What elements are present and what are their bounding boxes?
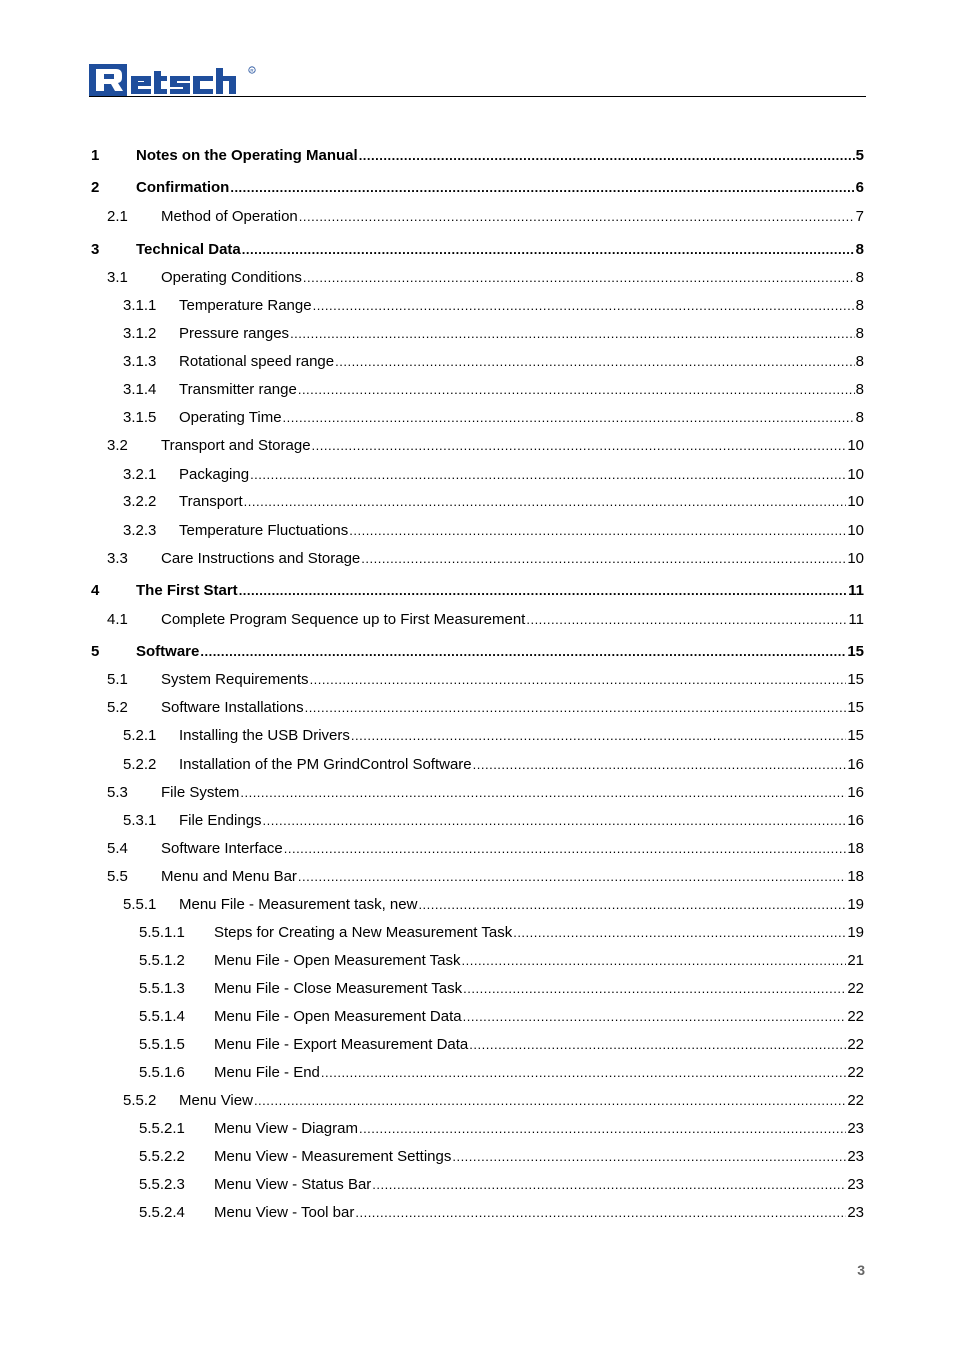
- toc-entry-page: 15: [847, 643, 864, 660]
- toc-entry-page: 10: [847, 466, 864, 483]
- toc-entry-number: 5.5.2.3: [139, 1176, 185, 1193]
- toc-entry-title: Transport and Storage: [161, 437, 311, 454]
- toc-entry-page: 15: [847, 699, 864, 716]
- toc-dot-leader: [469, 1035, 846, 1055]
- toc-entry-page: 16: [847, 756, 864, 773]
- toc-entry-page: 23: [847, 1148, 864, 1165]
- toc-dot-leader: [299, 207, 855, 227]
- toc-entry-title: Pressure ranges: [179, 325, 290, 342]
- toc-dot-leader: [361, 549, 846, 569]
- toc-dot-leader: [305, 698, 847, 718]
- toc-dot-leader: [351, 726, 846, 746]
- toc-entry-number: 3.2: [107, 437, 128, 454]
- toc-entry-page: 22: [847, 980, 864, 997]
- toc-entry-number: 5: [91, 643, 100, 660]
- toc-entry-page: 8: [855, 381, 864, 398]
- toc-dot-leader: [418, 895, 846, 915]
- toc-entry-title: System Requirements: [161, 671, 309, 688]
- toc-dot-leader: [313, 296, 855, 316]
- toc-entry-page: 18: [847, 868, 864, 885]
- toc-entry-title: Packaging: [179, 466, 250, 483]
- toc-entry-title: File System: [161, 784, 240, 801]
- toc-dot-leader: [263, 811, 847, 831]
- toc-entry-title: Menu View: [179, 1092, 253, 1109]
- toc-dot-leader: [473, 755, 847, 775]
- toc-entry-title: File Endings: [179, 812, 262, 829]
- toc-entry-page: 8: [855, 325, 864, 342]
- toc-entry-page: 8: [855, 409, 864, 426]
- logo-s: [170, 76, 190, 94]
- toc-entry-number: 2.1: [107, 208, 128, 225]
- toc-dot-leader: [303, 268, 855, 288]
- toc-dot-leader: [254, 1091, 846, 1111]
- toc-entry[interactable]: [0, 726, 954, 746]
- toc-dot-leader: [312, 436, 847, 456]
- toc-entry-title: Operating Time: [179, 409, 282, 426]
- toc-dot-leader: [335, 352, 855, 372]
- toc-entry[interactable]: [0, 1035, 954, 1055]
- toc-entry-number: 3.1.5: [123, 409, 157, 426]
- toc-entry[interactable]: [0, 670, 954, 690]
- toc-entry-page: 23: [847, 1120, 864, 1137]
- logo-e: [131, 76, 151, 94]
- toc-entry-page: 22: [847, 1092, 864, 1109]
- toc-entry-page: 15: [847, 671, 864, 688]
- toc-entry-number: 3: [91, 241, 100, 258]
- toc-entry-title: Software: [136, 643, 200, 660]
- toc-entry-number: 5.3: [107, 784, 128, 801]
- toc-entry[interactable]: [0, 1175, 954, 1195]
- toc-dot-leader: [355, 1203, 846, 1223]
- toc-entry-page: 15: [847, 727, 864, 744]
- toc-entry-title: Menu File - Export Measurement Data: [214, 1036, 469, 1053]
- toc-entry-number: 5.5.2.2: [139, 1148, 185, 1165]
- toc-dot-leader: [372, 1175, 846, 1195]
- toc-entry-number: 5.5.2: [123, 1092, 157, 1109]
- toc-entry[interactable]: [0, 642, 954, 662]
- toc-entry-title: Notes on the Operating Manual: [136, 147, 358, 164]
- toc-entry-title: Installing the USB Drivers: [179, 727, 350, 744]
- toc-dot-leader: [290, 324, 855, 344]
- toc-entry-page: 21: [847, 952, 864, 969]
- svg-text:R: R: [250, 68, 254, 73]
- toc-entry-title: Menu View - Measurement Settings: [214, 1148, 452, 1165]
- logo-t: [154, 71, 167, 94]
- toc-entry-page: 19: [847, 896, 864, 913]
- toc-entry-title: Method of Operation: [161, 208, 298, 225]
- toc-entry-number: 5.4: [107, 840, 128, 857]
- toc-entry-number: 5.5.1.6: [139, 1064, 185, 1081]
- toc-entry[interactable]: [0, 240, 954, 260]
- toc-entry-page: 11: [848, 611, 864, 628]
- toc-entry[interactable]: [0, 895, 954, 915]
- toc-entry[interactable]: [0, 296, 954, 316]
- toc-entry-page: 8: [855, 269, 864, 286]
- toc-entry-page: 18: [847, 840, 864, 857]
- toc-entry-title: Menu View - Diagram: [214, 1120, 358, 1137]
- toc-entry-number: 5.5.1.2: [139, 952, 185, 969]
- toc-entry-title: Software Interface: [161, 840, 283, 857]
- toc-entry-page: 22: [847, 1008, 864, 1025]
- toc-entry-page: 10: [847, 493, 864, 510]
- toc-entry[interactable]: [0, 951, 954, 971]
- toc-entry-page: 22: [847, 1064, 864, 1081]
- toc-entry-title: Complete Program Sequence up to First Measurement: [161, 611, 526, 628]
- toc-entry-page: 10: [847, 437, 864, 454]
- toc-entry-number: 3.1: [107, 269, 128, 286]
- toc-entry[interactable]: [0, 923, 954, 943]
- toc-entry-number: 5.1: [107, 671, 128, 688]
- toc-entry-title: Software Installations: [161, 699, 304, 716]
- toc-entry[interactable]: [0, 783, 954, 803]
- toc-entry[interactable]: [0, 324, 954, 344]
- toc-entry[interactable]: [0, 146, 954, 166]
- toc-entry-title: Temperature Range: [179, 297, 312, 314]
- toc-entry-page: 19: [847, 924, 864, 941]
- toc-entry-title: Menu File - Close Measurement Task: [214, 980, 463, 997]
- toc-entry-title: The First Start: [136, 582, 238, 599]
- toc-entry-number: 5.5.1: [123, 896, 157, 913]
- toc-entry-page: 16: [847, 784, 864, 801]
- toc-dot-leader: [283, 408, 855, 428]
- toc-entry-page: 10: [847, 550, 864, 567]
- toc-dot-leader: [463, 979, 846, 999]
- toc-entry[interactable]: [0, 755, 954, 775]
- toc-entry-title: Menu View - Status Bar: [214, 1176, 372, 1193]
- toc-entry-number: 3.1.1: [123, 297, 157, 314]
- header-rule: [89, 96, 866, 97]
- toc-entry-title: Menu File - End: [214, 1064, 320, 1081]
- toc-entry-title: Installation of the PM GrindControl Software: [179, 756, 472, 773]
- toc-entry-number: 3.1.4: [123, 381, 157, 398]
- toc-entry-page: 8: [855, 297, 864, 314]
- toc-entry-page: 11: [848, 582, 864, 599]
- toc-entry-title: Transmitter range: [179, 381, 297, 398]
- toc-entry-page: 8: [855, 353, 864, 370]
- toc-dot-leader: [230, 178, 854, 198]
- toc-entry-number: 5.2.1: [123, 727, 157, 744]
- toc-dot-leader: [462, 951, 847, 971]
- toc-entry[interactable]: [0, 207, 954, 227]
- toc-entry-title: Confirmation: [136, 179, 230, 196]
- toc-dot-leader: [526, 610, 847, 630]
- toc-dot-leader: [284, 839, 847, 859]
- toc-entry[interactable]: [0, 465, 954, 485]
- toc-entry-number: 5.5.2.4: [139, 1204, 185, 1221]
- toc-entry-number: 3.1.3: [123, 353, 157, 370]
- toc-entry-number: 3.2.1: [123, 466, 157, 483]
- toc-entry-number: 5.5.1.1: [139, 924, 185, 941]
- toc-entry-page: 23: [847, 1176, 864, 1193]
- toc-entry-number: 1: [91, 147, 100, 164]
- toc-entry-number: 3.2.2: [123, 493, 157, 510]
- toc-entry-number: 5.5.1.3: [139, 980, 185, 997]
- toc-entry-title: Steps for Creating a New Measurement Task: [214, 924, 513, 941]
- toc-entry-page: 6: [855, 179, 864, 196]
- toc-entry-title: Menu File - Measurement task, new: [179, 896, 418, 913]
- toc-entry[interactable]: [0, 1203, 954, 1223]
- toc-entry-page: 22: [847, 1036, 864, 1053]
- toc-entry[interactable]: [0, 352, 954, 372]
- toc-entry-number: 5.5.1.5: [139, 1036, 185, 1053]
- toc-entry-number: 5.5: [107, 868, 128, 885]
- toc-entry[interactable]: [0, 1063, 954, 1083]
- toc-entry[interactable]: [0, 178, 954, 198]
- toc-dot-leader: [349, 521, 846, 541]
- toc-entry-number: 5.3.1: [123, 812, 157, 829]
- toc-dot-leader: [244, 492, 847, 512]
- toc-dot-leader: [452, 1147, 846, 1167]
- toc-entry-title: Menu View - Tool bar: [214, 1204, 355, 1221]
- toc-entry-title: Technical Data: [136, 241, 241, 258]
- toc-dot-leader: [321, 1063, 846, 1083]
- toc-entry[interactable]: [0, 698, 954, 718]
- toc-entry[interactable]: [0, 549, 954, 569]
- toc-entry[interactable]: [0, 610, 954, 630]
- toc-entry-title: Menu File - Open Measurement Task: [214, 952, 461, 969]
- toc-entry-title: Care Instructions and Storage: [161, 550, 361, 567]
- toc-dot-leader: [240, 783, 846, 803]
- toc-entry[interactable]: [0, 380, 954, 400]
- toc-entry[interactable]: [0, 436, 954, 456]
- toc-entry[interactable]: [0, 867, 954, 887]
- toc-entry-page: 5: [855, 147, 864, 164]
- toc-entry-page: 7: [855, 208, 864, 225]
- toc-entry[interactable]: [0, 1007, 954, 1027]
- toc-dot-leader: [298, 380, 855, 400]
- toc-entry[interactable]: [0, 979, 954, 999]
- toc-entry-number: 3.2.3: [123, 522, 157, 539]
- toc-dot-leader: [463, 1007, 847, 1027]
- toc-entry-number: 5.2: [107, 699, 128, 716]
- page-number: 3: [857, 1262, 865, 1278]
- toc-entry[interactable]: [0, 268, 954, 288]
- toc-entry-number: 5.5.2.1: [139, 1120, 185, 1137]
- toc-entry-page: 10: [847, 522, 864, 539]
- toc-entry-page: 16: [847, 812, 864, 829]
- toc-entry-number: 5.5.1.4: [139, 1008, 185, 1025]
- toc-dot-leader: [359, 146, 855, 166]
- toc-entry[interactable]: [0, 1119, 954, 1139]
- toc-entry-number: 3.3: [107, 550, 128, 567]
- toc-entry-number: 5.2.2: [123, 756, 157, 773]
- toc-entry-title: Operating Conditions: [161, 269, 302, 286]
- toc-dot-leader: [239, 581, 847, 601]
- toc-dot-leader: [513, 923, 846, 943]
- toc-entry-number: 2: [91, 179, 100, 196]
- toc-entry-title: Rotational speed range: [179, 353, 335, 370]
- toc-dot-leader: [250, 465, 846, 485]
- toc-entry-title: Temperature Fluctuations: [179, 522, 349, 539]
- toc-entry[interactable]: [0, 581, 954, 601]
- toc-entry[interactable]: [0, 839, 954, 859]
- toc-entry-title: Transport: [179, 493, 243, 510]
- toc-entry-page: 23: [847, 1204, 864, 1221]
- toc-entry-number: 4: [91, 582, 100, 599]
- logo-c: [193, 76, 213, 94]
- toc-dot-leader: [200, 642, 846, 662]
- toc-entry[interactable]: [0, 1147, 954, 1167]
- toc-entry-number: 4.1: [107, 611, 128, 628]
- toc-entry-title: Menu File - Open Measurement Data: [214, 1008, 462, 1025]
- toc-entry[interactable]: [0, 521, 954, 541]
- toc-entry-title: Menu and Menu Bar: [161, 868, 297, 885]
- retsch-logo-graphic: [89, 62, 259, 98]
- toc-entry[interactable]: [0, 811, 954, 831]
- toc-dot-leader: [359, 1119, 846, 1139]
- toc-entry-page: 8: [855, 241, 864, 258]
- toc-dot-leader: [310, 670, 847, 690]
- toc-dot-leader: [242, 240, 855, 260]
- toc-dot-leader: [298, 867, 846, 887]
- logo-h: [216, 68, 236, 94]
- toc-entry-number: 3.1.2: [123, 325, 157, 342]
- toc-entry[interactable]: [0, 492, 954, 512]
- toc-entry[interactable]: [0, 1091, 954, 1111]
- toc-entry[interactable]: [0, 408, 954, 428]
